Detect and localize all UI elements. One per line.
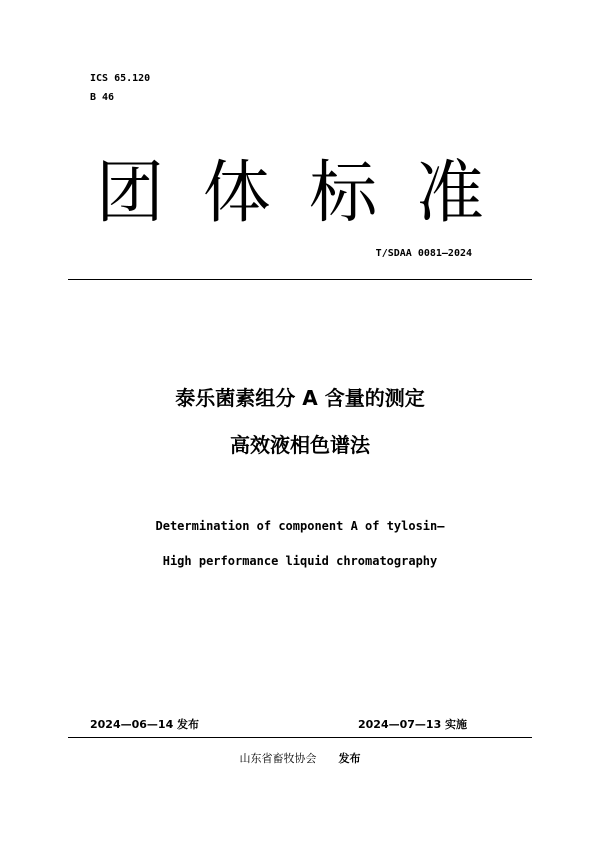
implementation-date: 2024—07—13 实施 [358,718,468,731]
bottom-divider [68,737,532,738]
standard-type-char: 标 [309,154,378,233]
english-title-line-1: Determination of component A of tylosin— [155,519,445,533]
top-divider [68,279,532,280]
english-title-line-2: High performance liquid chromatography [162,554,438,568]
standard-number: T/SDAA 0081—2024 [375,248,472,259]
chinese-title-line-1: 泰乐菌素组分 A 含量的测定 [175,386,425,410]
standard-type-char: 团 [95,154,164,233]
issue-date: 2024—06—14 发布 [90,718,200,731]
standard-type-title [90,154,490,233]
publisher-action: 发布 [338,752,361,765]
publisher-org: 山东省畜牧协会 [239,752,317,765]
ics-code: ICS 65.120 [90,73,151,84]
standard-type-char: 准 [415,154,484,233]
publisher-line [0,750,600,766]
ccs-code: B 46 [90,92,115,103]
chinese-title-line-2: 高效液相色谱法 [230,433,370,457]
standard-type-char: 体 [202,154,271,233]
